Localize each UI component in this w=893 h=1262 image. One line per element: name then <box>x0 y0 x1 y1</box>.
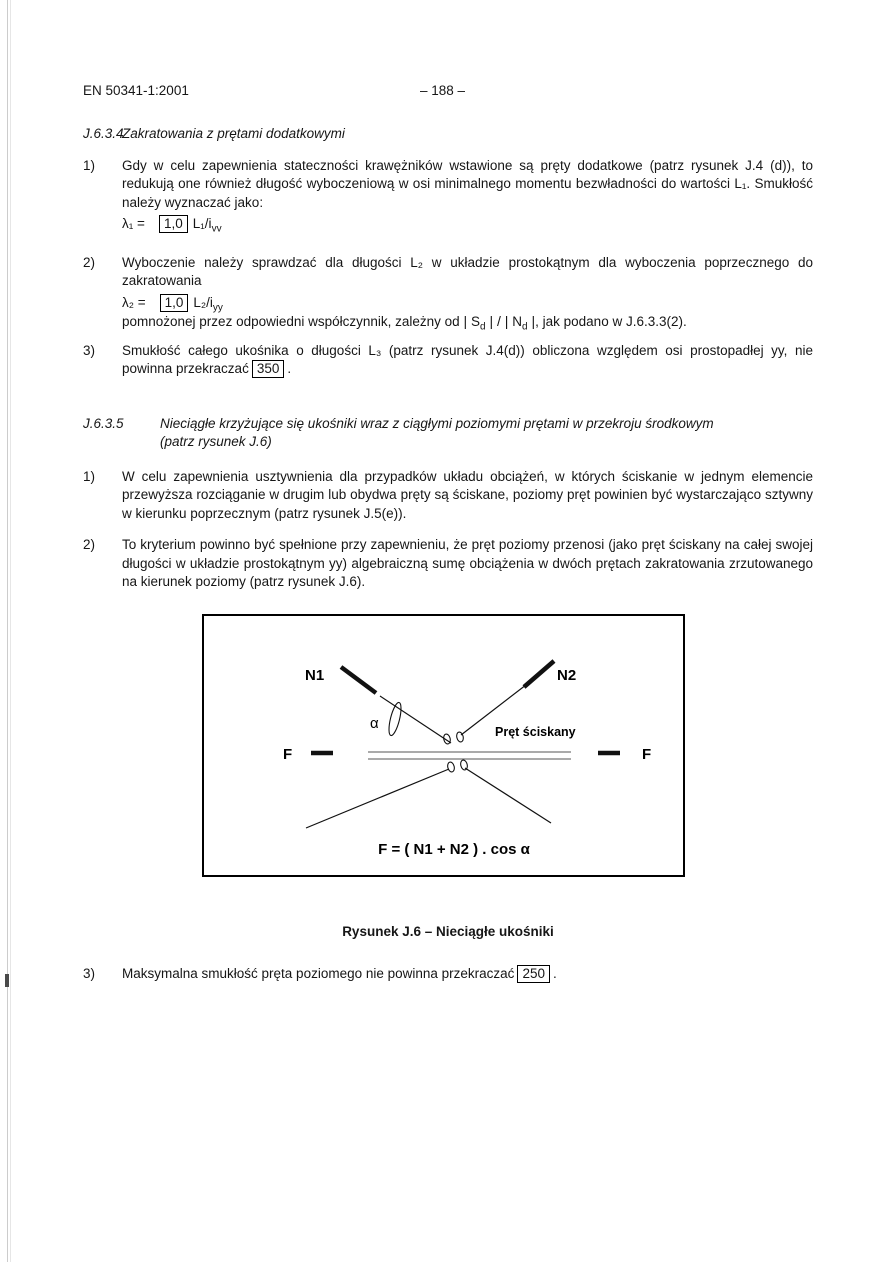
scan-edge-artifact <box>7 0 8 1262</box>
symbol-subscript: d <box>522 321 528 333</box>
bolt-hole <box>447 761 456 772</box>
list-item-634-3 <box>83 342 813 379</box>
boxed-value: 1,0 <box>160 294 189 312</box>
member-label: Pręt ściskany <box>495 724 576 739</box>
item-text-continued <box>122 312 813 332</box>
boxed-value: 250 <box>517 965 550 983</box>
page-header <box>83 82 813 99</box>
list-item-635-2 <box>83 536 813 592</box>
item-number: 3) <box>83 965 96 981</box>
alpha-label: α <box>370 714 379 732</box>
formula-subscript: yy <box>212 302 223 314</box>
scan-mark-artifact <box>5 974 9 987</box>
boxed-value: 350 <box>252 360 285 378</box>
angle-arc <box>387 701 404 736</box>
section-title: Zakratowania z prętami dodatkowymi <box>122 126 345 141</box>
lower-right-diagonal <box>465 768 551 823</box>
n1-cut-segment <box>341 667 376 693</box>
n2-label: N2 <box>557 666 577 684</box>
list-item-635-1 <box>83 468 813 524</box>
text-fragment: Maksymalna smukłość pręta poziomego nie powinna przekraczać <box>122 965 515 981</box>
scan-edge-artifact <box>10 0 11 1262</box>
list-item-634-2 <box>83 254 813 332</box>
boxed-value: 1,0 <box>159 215 188 233</box>
figure-j6-box <box>202 614 685 877</box>
item-text: To kryterium powinno być spełnione przy zapewnieniu, że pręt poziomy przenosi (jako pręt ściskany na całej swojej długości w układzie prostokątnym yy) algebraiczną sumę obciążenia w dwóch prętach zakratowania zrzutowanego na kierunek poziomy (patrz rysunek J.6). <box>122 537 813 589</box>
symbol-sd: S <box>470 314 480 329</box>
text-fragment: , jak podano w J.6.3.3(2). <box>535 314 687 329</box>
section-number: J.6.3.4 <box>83 126 124 141</box>
abs-bar: | <box>527 313 536 329</box>
symbol-subscript: d <box>480 321 486 333</box>
item-number: 1) <box>83 157 96 173</box>
formula-lambda1 <box>122 215 813 234</box>
text-fragment: . <box>287 361 292 376</box>
f-right-label: F <box>642 745 652 763</box>
section-heading-j635 <box>83 415 813 452</box>
page-content <box>83 82 813 983</box>
text-fragment: pomnożonej przez odpowiedni współczynnik, zależny od <box>122 314 464 329</box>
bolt-hole <box>460 759 469 770</box>
title-line-2: (patrz rysunek J.6) <box>160 434 272 449</box>
bolt-hole <box>443 733 452 744</box>
figure-j6-diagram <box>204 616 683 875</box>
formula-lhs: λ₂ = <box>122 294 146 310</box>
figure-formula: F = ( N1 + N2 ) . cos α <box>378 840 530 858</box>
item-number: 3) <box>83 342 96 358</box>
formula-lambda2 <box>122 294 813 313</box>
f-left-label: F <box>283 745 293 763</box>
list-item-635-3 <box>83 965 813 984</box>
doc-number: EN 50341-1:2001 <box>83 83 189 98</box>
abs-bar: | <box>463 313 471 329</box>
text-fragment: . <box>552 965 557 981</box>
item-text: Wyboczenie należy sprawdzać dla długości L₂ w układzie prostokątnym dla wyboczenia poprzecznego do zakratowania <box>122 254 813 288</box>
abs-bar: | / | <box>485 313 513 329</box>
item-text: W celu zapewnienia usztywnienia dla przypadków układu obciążeń, w których ściskanie w jednym elemencie przewyższa rozciąganie w drugim lub obydwa pręty są ściskane, poziomy pręt powinien być wystarczająco sztywny w kierunku poprzecznym (patrz rysunek J.5(e)). <box>122 468 813 521</box>
list-item-634-1 <box>83 157 813 234</box>
formula-expr: L₁/i <box>192 216 212 231</box>
item-text <box>122 342 813 379</box>
item-number: 2) <box>83 254 96 270</box>
section-title <box>160 415 813 452</box>
page-number: – 188 – <box>420 83 466 98</box>
section-number: J.6.3.5 <box>83 415 124 431</box>
item-number: 1) <box>83 468 96 484</box>
text-fragment: Smukłość całego ukośnika o długości L₃ (patrz rysunek J.4(d)) obliczona względem osi prostopadłej yy, nie powinna przekraczać <box>122 342 813 376</box>
figure-caption: Rysunek J.6 – Nieciągłe ukośniki <box>342 923 554 939</box>
formula-lhs: λ₁ = <box>122 216 145 231</box>
lower-left-diagonal <box>306 769 449 828</box>
section-heading-j634 <box>83 125 813 144</box>
formula-expr: L₂/i <box>193 294 213 310</box>
item-text: Gdy w celu zapewnienia stateczności krawężników wstawione są pręty dodatkowe (patrz rysunek J.4 (d)), to redukują one również długość wyboczeniową w osi minimalnego momentu bezwładności do wartości L₁. Smukłość należy wyznaczać jako: <box>122 157 813 210</box>
formula-subscript: vv <box>211 223 222 235</box>
item-number: 2) <box>83 537 96 552</box>
title-line-1: Nieciągłe krzyżujące się ukośniki wraz z ciągłymi poziomymi prętami w przekroju środkowym <box>160 415 714 431</box>
item-text <box>122 965 813 984</box>
n1-label: N1 <box>305 666 325 684</box>
symbol-nd: N <box>512 314 523 329</box>
